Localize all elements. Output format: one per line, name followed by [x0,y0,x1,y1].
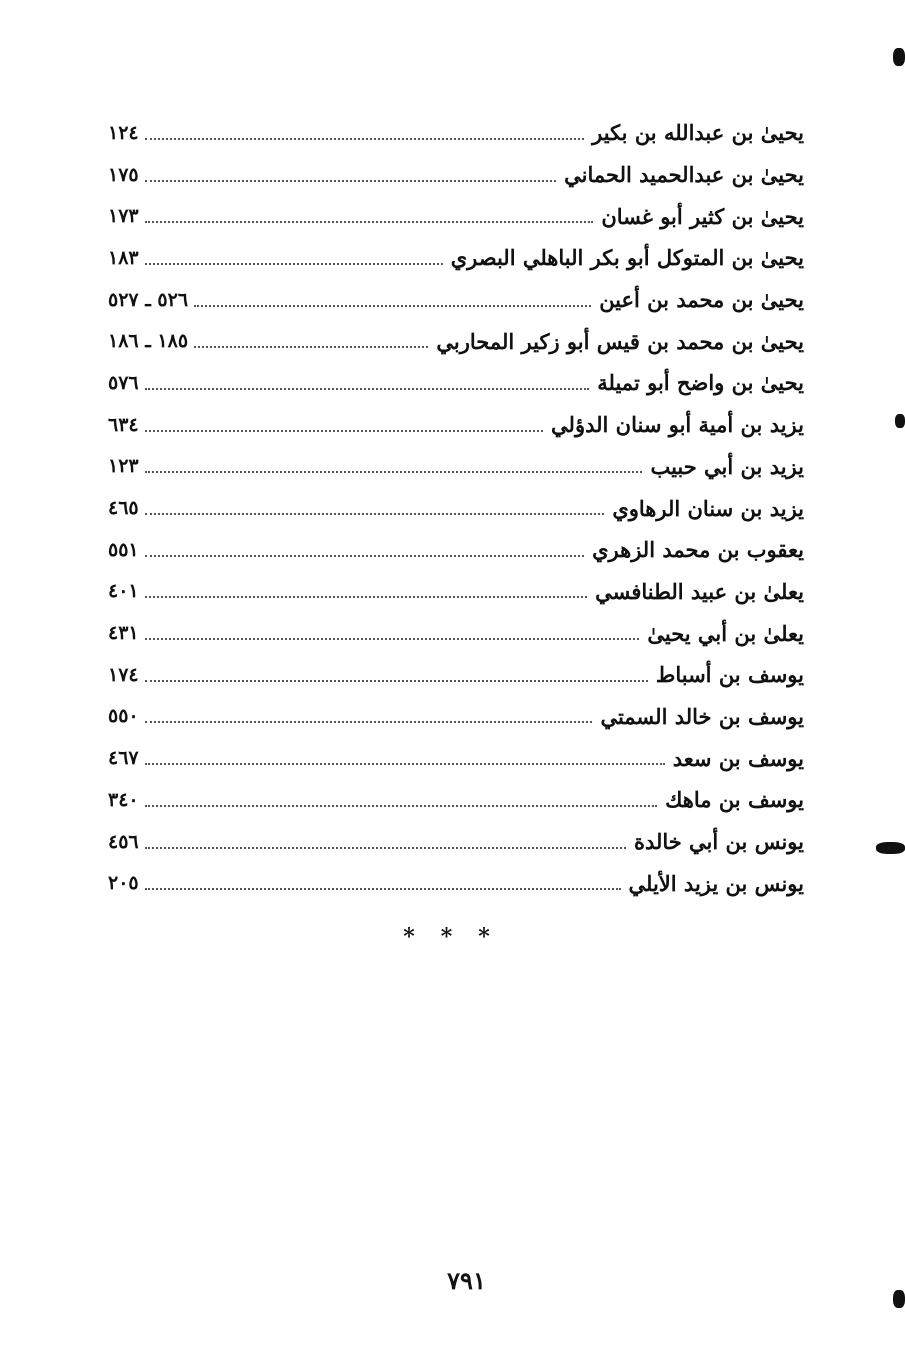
entry-page-numbers: ٥٥٠ [108,705,139,728]
dot-leader [145,388,590,390]
entry-name: يحيىٰ بن عبدالله بن بكير [592,120,804,146]
entry-name: يونس بن يزيد الأيلي [628,870,804,896]
index-entry [108,404,804,446]
dot-leader [145,430,543,432]
dot-leader [145,555,585,557]
entry-page-numbers: ٤٦٧ [108,747,139,770]
dot-leader [145,721,593,723]
index-entry [108,654,804,696]
entry-name: يحيىٰ بن محمد بن أعين [599,287,804,313]
entry-page-numbers: ٥٥١ [108,538,139,561]
scan-mark [895,414,905,428]
scan-mark [893,48,905,66]
entry-name: يونس بن أبي خالدة [633,829,804,855]
dot-leader [145,471,643,473]
index-entry [108,320,804,362]
index-entry [108,821,804,863]
dot-leader [145,263,443,265]
index-entry [108,237,804,279]
index-entry [108,737,804,779]
index-entry [108,696,804,738]
index-entry [108,154,804,196]
dot-leader [145,513,605,515]
index-entry [108,487,804,529]
entry-name: يحيىٰ بن كثير أبو غسان [601,203,804,229]
entry-name: يحيىٰ بن المتوكل أبو بكر الباهلي البصري [450,245,804,271]
entry-page-numbers: ٤٠١ [108,580,139,603]
scan-mark [876,842,905,854]
entry-page-numbers: ١٢٤ [108,121,139,144]
entry-name: يعلىٰ بن عبيد الطنافسي [595,578,804,604]
dot-leader [145,180,557,182]
dot-leader [145,680,648,682]
index-entry [108,612,804,654]
page-number: ٧٩١ [447,1266,486,1295]
entry-page-numbers: ٥٢٦ ـ ٥٢٧ [108,288,189,311]
entry-name: يحيىٰ بن عبدالحميد الحماني [564,162,804,188]
index-entry [108,195,804,237]
entry-page-numbers: ١٧٣ [108,205,139,228]
entry-page-numbers: ١٢٣ [108,455,139,478]
entry-name: يزيد بن أبي حبيب [650,453,804,479]
entry-page-numbers: ٤٥٦ [108,830,139,853]
entry-name: يعقوب بن محمد الزهري [592,537,804,563]
entry-name: يوسف بن خالد السمتي [600,703,804,729]
dot-leader [145,763,665,765]
index-entry [108,862,804,904]
section-separator: *** [403,924,516,950]
index-entry [108,279,804,321]
dot-leader [145,805,657,807]
dot-leader [145,221,594,223]
dot-leader [145,596,587,598]
entry-page-numbers: ١٨٣ [108,246,139,269]
entry-name: يعلىٰ بن أبي يحيىٰ [647,620,804,646]
entry-name: يزيد بن سنان الرهاوي [612,495,804,521]
entry-name: يوسف بن ماهك [665,787,804,813]
entry-name: يوسف بن أسباط [655,662,804,688]
entry-page-numbers: ١٨٥ ـ ١٨٦ [108,330,189,353]
entry-page-numbers: ٤٦٥ [108,497,139,520]
entry-name: يحيىٰ بن واضح أبو تميلة [597,370,804,396]
dot-leader [145,888,621,890]
entry-name: يحيىٰ بن محمد بن قيس أبو زكير المحاربي [436,328,804,354]
index-entry [108,112,804,154]
entry-name: يوسف بن سعد [672,745,804,771]
entry-page-numbers: ٢٠٥ [108,872,139,895]
dot-leader [194,346,428,348]
scan-mark [893,1290,905,1308]
index-entry [108,571,804,613]
entry-name: يزيد بن أمية أبو سنان الدؤلي [551,412,804,438]
entry-page-numbers: ١٧٥ [108,163,139,186]
dot-leader [145,138,585,140]
index-entry [108,779,804,821]
entry-page-numbers: ٥٧٦ [108,371,139,394]
entry-page-numbers: ١٧٤ [108,663,139,686]
dot-leader [145,847,626,849]
dot-leader [194,305,591,307]
entry-page-numbers: ٣٤٠ [108,788,139,811]
index-entry [108,446,804,488]
index-entry [108,362,804,404]
name-index-list [108,112,804,904]
entry-page-numbers: ٤٣١ [108,622,139,645]
entry-page-numbers: ٦٣٤ [108,413,139,436]
dot-leader [145,638,640,640]
index-entry [108,529,804,571]
